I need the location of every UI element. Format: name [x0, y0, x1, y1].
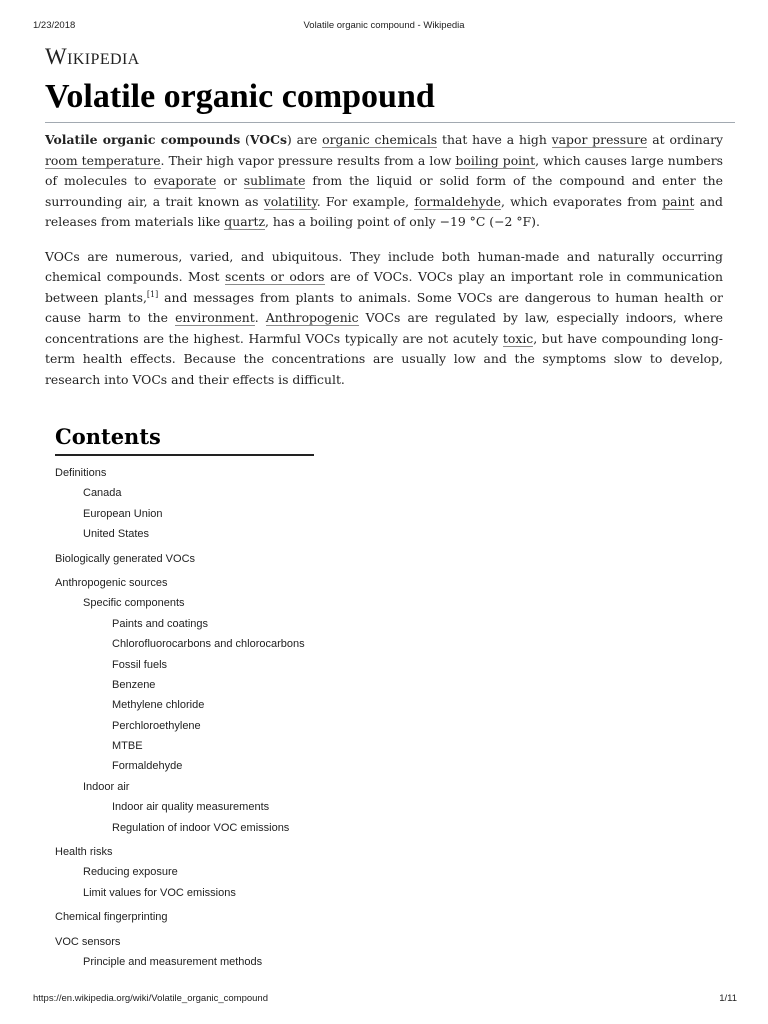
text: , but have compounding long-term health effects. Because the concentrations are usually low and the symptoms slow to develop, research into VOCs and their effects is difficult. [45, 330, 723, 387]
text: ( [240, 132, 250, 147]
link-vapor-pressure[interactable]: vapor pressure [551, 132, 648, 147]
citation-1[interactable]: [1] [146, 289, 159, 299]
toc-item[interactable]: Chlorofluorocarbons and chlorocarbons [112, 638, 305, 651]
toc-item[interactable]: United States [83, 528, 150, 541]
text: from the liquid or solid form of the compound and enter the surrounding air, a trait known as [45, 173, 723, 209]
link-formaldehyde[interactable]: formaldehyde [414, 193, 501, 209]
toc-item[interactable]: Anthropogenic sources [55, 576, 168, 589]
toc-item[interactable]: Principle and measurement methods [83, 955, 263, 968]
toc-item[interactable]: Canada [83, 487, 122, 500]
text: VOCs are numerous, varied, and ubiquitous. They include both human-made and naturally occurring chemical compounds. Most [45, 248, 723, 284]
toc-item[interactable]: Health risks [55, 846, 113, 859]
toc-item[interactable]: Benzene [112, 678, 156, 691]
page-title: Volatile organic compound [45, 78, 735, 123]
table-of-contents [55, 424, 315, 972]
term-vocs-abbr: VOCs [249, 132, 287, 147]
text: . [254, 310, 266, 325]
text: , has a boiling point of only −19 °C (−2 °F). [265, 214, 540, 229]
toc-title: Contents [55, 424, 314, 456]
toc-item[interactable]: Indoor air [83, 780, 130, 793]
toc-item[interactable]: VOC sensors [55, 935, 121, 948]
text: VOCs are regulated by law, especially indoors, where concentrations are the highest. Harmful VOCs typically are not acutely [45, 310, 723, 346]
link-toxic[interactable]: toxic [502, 330, 534, 346]
toc-item[interactable]: Reducing exposure [83, 866, 178, 879]
toc-item[interactable]: Methylene chloride [112, 699, 205, 712]
text: or [216, 173, 244, 188]
intro-paragraph-1 [45, 130, 723, 233]
text: ) are [286, 132, 323, 147]
toc-item[interactable]: Limit values for VOC emissions [83, 886, 236, 899]
text: and releases from materials like [45, 193, 723, 229]
link-sublimate[interactable]: sublimate [243, 173, 306, 188]
text: , which causes large numbers of molecules to [45, 152, 724, 188]
toc-item[interactable]: Definitions [55, 467, 107, 479]
toc-item[interactable]: Formaldehyde [112, 760, 183, 773]
toc-item[interactable]: Chemical fingerprinting [55, 911, 168, 924]
link-boiling-point[interactable]: boiling point [455, 152, 536, 168]
link-scents-or-odors[interactable]: scents or odors [225, 269, 325, 284]
link-paint[interactable]: paint [662, 193, 695, 209]
link-room-temperature[interactable]: room temperature [45, 152, 161, 168]
print-date: 1/23/2018 [33, 20, 76, 31]
link-quartz[interactable]: quartz [224, 214, 266, 229]
print-page-title: Volatile organic compound - Wikipedia [303, 20, 465, 31]
toc-item[interactable]: Biologically generated VOCs [55, 552, 196, 565]
article-body [45, 130, 723, 404]
toc-item[interactable]: MTBE [112, 740, 143, 753]
toc-item[interactable]: Specific components [83, 597, 185, 610]
intro-paragraph-2 [45, 247, 723, 391]
text: . For example, [316, 193, 415, 209]
wikipedia-logo[interactable]: Wikipedia [45, 44, 140, 69]
text: and messages from plants to animals. Some VOCs are dangerous to human health or cause harm to the [45, 289, 723, 325]
text: at ordinary [647, 132, 724, 147]
text: , which evaporates from [500, 193, 663, 209]
link-anthropogenic[interactable]: Anthropogenic [265, 310, 359, 325]
print-url: https://en.wikipedia.org/wiki/Volatile_organic_compound [33, 993, 268, 1004]
toc-item[interactable]: Indoor air quality measurements [112, 801, 270, 814]
toc-item[interactable]: Regulation of indoor VOC emissions [112, 821, 290, 834]
print-page-number: 1/11 [719, 993, 737, 1004]
toc-item[interactable]: Paints and coatings [112, 617, 209, 630]
text: that have a high [437, 132, 552, 147]
toc-list [55, 463, 315, 972]
link-environment[interactable]: environment [175, 310, 255, 325]
text: . Their high vapor pressure results from a low [160, 152, 456, 168]
toc-item[interactable]: European Union [83, 507, 163, 520]
text: are of VOCs. VOCs play an important role in communication between plants, [45, 269, 723, 305]
term-voc: Volatile organic compounds [45, 132, 241, 147]
link-volatility[interactable]: volatility [263, 193, 317, 209]
toc-item[interactable]: Perchloroethylene [112, 719, 201, 732]
link-evaporate[interactable]: evaporate [153, 173, 217, 188]
toc-item[interactable]: Fossil fuels [112, 658, 168, 671]
link-organic-chemicals[interactable]: organic chemicals [322, 132, 438, 147]
